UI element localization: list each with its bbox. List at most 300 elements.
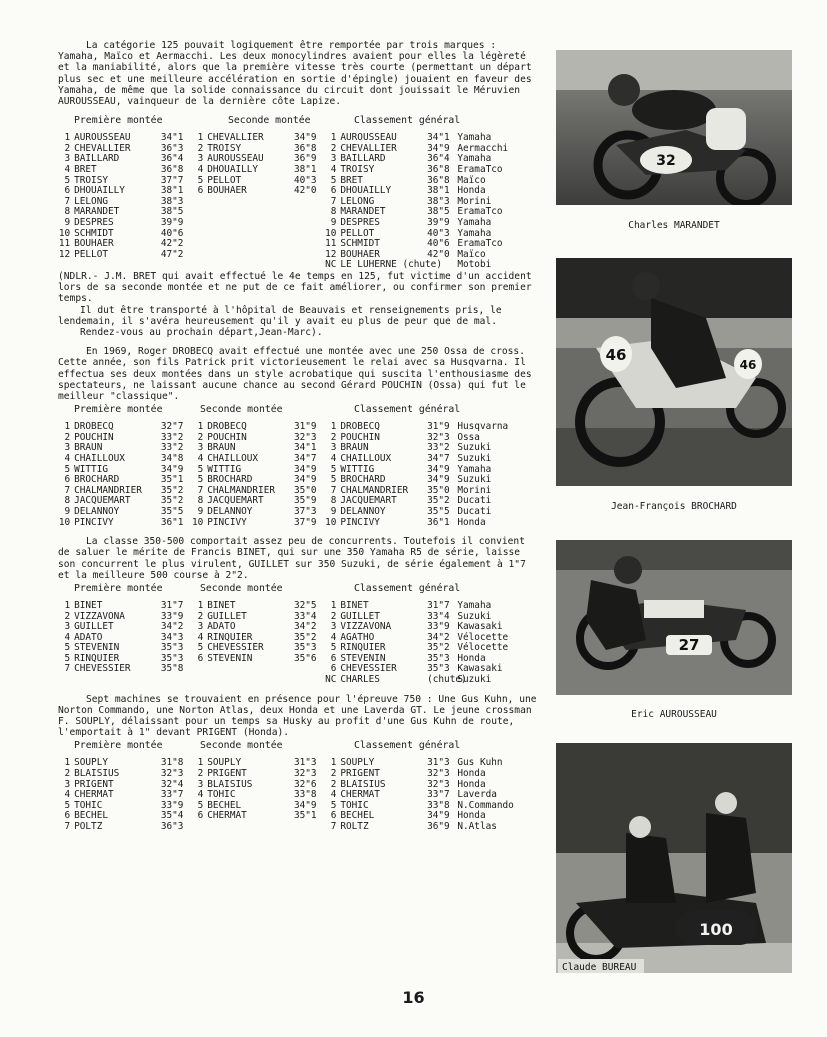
result-cell: 35"1 [294,810,317,822]
result-cell: 1 [330,757,337,769]
result-cell: BAILLARD [340,153,386,165]
result-cell: 6 [197,810,204,822]
result-cell: Yamaha [457,132,492,144]
result-cell: 32"3 [160,768,184,780]
result-cell: 1 [64,132,71,144]
result-cell: WITTIG [207,463,242,475]
result-cell: BINET [74,599,103,611]
result-cell [74,675,161,686]
result-cell: BOUHAER [340,248,380,260]
result-cell: 7 [197,484,204,496]
result-cell: 34"9 [427,474,450,486]
result-cell: POUCHIN [207,431,247,443]
result-cell: 7 [330,195,337,207]
result-cell: 36"1 [427,516,450,528]
result-cell: Maïco [457,174,486,186]
result-cell: 31"9 [294,421,317,433]
result-cell [294,664,324,675]
result-cell: 36"4 [427,153,450,165]
result-cell [191,822,207,833]
result-cell: Morini [457,484,492,496]
result-cell: 35"2 [427,642,450,654]
result-row [58,518,518,529]
result-cell: 35"4 [160,810,184,822]
result-cell: CHEVESSIER [74,663,131,675]
result-cell: 33"8 [294,789,317,801]
result-cell: 34"9 [294,463,317,475]
header-second: Seconde montée [200,740,283,752]
result-cell: 32"5 [294,599,317,611]
note-125b: Il dut être transporté à l'hôpital de Beauvais et renseignements pris, le lendemain, il s'avéra heureusement qu'il y avait eu plus de peur que de mal. [58,304,508,327]
result-cell: 35"3 [160,652,184,664]
result-cell: SOUPLY [340,757,375,769]
result-cell: 6 [330,810,337,822]
header-first: Première montée [74,740,163,752]
helmet-icon [629,816,651,838]
result-cell: 2 [197,610,204,622]
result-cell [161,260,191,271]
result-cell [191,197,207,208]
helmet-icon [715,792,737,814]
result-cell: 2 [330,431,337,443]
result-cell: 5 [197,799,204,811]
result-cell: 36"8 [427,174,450,186]
result-cell [191,207,207,218]
result-cell: 6 [64,474,71,486]
result-cell: BRAUN [74,442,103,454]
result-cell: WITTIG [74,463,108,475]
result-cell [294,239,324,250]
result-cell: 3 [330,153,337,165]
race-plate: 100 [699,920,733,939]
result-cell [294,822,324,833]
result-cell: 12 [325,248,337,260]
result-cell: EramaTco [457,164,503,175]
result-cell: 34"9 [294,799,317,811]
result-row [58,218,518,229]
result-cell: MARANDET [340,206,386,218]
result-cell: 7 [64,663,71,675]
result-cell: STEVENIN [340,652,386,664]
result-cell: SOUPLY [207,757,242,769]
result-cell: 33"7 [427,789,450,801]
result-cell: 37"3 [294,505,317,517]
result-cell: Ossa [457,431,480,443]
result-cell: 4 [197,164,204,175]
result-cell [207,239,294,250]
result-cell: 35"2 [294,631,317,643]
result-cell: 7 [64,821,71,833]
results-table-125 [58,133,518,271]
result-cell: 31"7 [160,599,184,611]
result-cell: Honda [457,810,486,822]
result-cell: 40"6 [160,227,184,239]
result-cell: 33"4 [294,610,317,622]
result-cell: 34"1 [427,132,450,144]
headers-350 [58,583,538,597]
result-cell: 8 [64,206,71,218]
result-cell: LELONG [74,195,108,207]
result-cell [294,218,324,229]
header-general: Classement général [354,115,461,127]
result-cell: 42"0 [427,248,450,260]
result-cell: 8 [64,495,71,507]
result-cell [207,207,294,218]
result-cell [207,229,294,240]
result-cell: 2 [197,142,204,154]
race-plate: 46 [605,346,627,364]
result-cell: PRIGENT [74,778,114,790]
result-cell [191,218,207,229]
result-cell: 38"3 [160,195,184,207]
result-cell: 7 [64,484,71,496]
result-cell: 40"6 [427,238,450,250]
result-cell: 7 [330,484,337,496]
result-cell: 4 [197,452,204,464]
header-general: Classement général [354,582,461,594]
caption-marandet: Charles MARANDET [628,220,720,231]
result-cell: DROBECQ [340,421,380,433]
result-cell: 39"9 [427,216,450,228]
result-cell: 33"4 [427,610,450,622]
result-cell: Honda [457,185,486,197]
result-row [58,260,518,271]
result-cell: TROISY [74,174,108,186]
results-table-350 [58,601,518,686]
result-cell: CHERMAT [207,810,247,822]
result-cell: 36"1 [160,516,184,528]
result-cell: Vélocette [457,631,509,643]
result-cell: 3 [330,442,337,454]
result-cell: N.Atlas [457,821,497,833]
result-cell: 9 [197,505,204,517]
result-cell: DROBECQ [74,421,114,433]
result-cell: Motobi [457,259,492,271]
headers-750 [58,740,538,754]
result-cell: 10 [191,516,204,528]
result-cell: 34"1 [294,442,317,454]
result-cell [191,260,207,271]
result-cell: 35"6 [294,652,317,664]
result-cell: 33"9 [160,799,184,811]
intro-125: La catégorie 125 pouvait logiquement être remportée par trois marques : Yamaha, Maïco et Aermacchi. Les deux monocylindres avaient pour elles la légèreté et la maniabilité, alors que la première vitesse très courte (permettant un départ plus sec et une meilleure accélération en sortie d'épingle) jouaient en faveur des Yamaha, de même que la solide connaissance du circuit dont jouissait le Méruvien AUROUSSEAU, vainqueur de la dernière côte Lapize. [58,40,538,108]
result-cell: 33"9 [160,610,184,622]
result-cell: JACQUEMART [207,495,264,507]
result-cell: 36"8 [427,164,450,175]
result-cell: Ducati [457,495,492,507]
result-cell: Honda [457,768,486,780]
result-cell: 6 [330,185,337,197]
result-cell: Morini [457,195,492,207]
result-cell: BRAUN [207,442,236,454]
result-cell: PRIGENT [207,768,247,780]
result-cell: 31"3 [427,757,450,769]
result-cell: 34"9 [294,474,317,486]
result-cell [294,260,324,271]
result-cell: 9 [64,216,71,228]
result-cell: CHALMANDRIER [74,484,142,496]
result-cell: Suzuki [457,610,492,622]
result-cell: 2 [64,610,71,622]
header-general: Classement général [354,740,461,752]
result-cell: 5 [64,642,71,654]
result-cell: 6 [330,652,337,664]
intro-250: En 1969, Roger DROBECQ avait effectué une montée avec une 250 Ossa de cross. Cette année, son fils Patrick prit victorieusement le relai avec sa Husqvarna. Il effectua ses deux montées dans un style acrobatique qui suscita l'enthousiasme des spectateurs, ne laissant aucune chance au second Gérard POUCHIN (Ossa) qui fut le meilleur "classique". [58,346,538,402]
result-cell: VIZZAVONA [340,621,392,633]
intro-750: Sept machines se trouvaient en présence pour l'épreuve 750 : Une Gus Kuhn, une Norton Commando, une Norton Atlas, deux Honda et une Laverda GT. Le jeune crossman F. SOUPLY, délaissant pour un temps sa Husky au profit d'une Gus Kuhn de route, l'emportait à 1" devant PRIGENT (Honda). [58,693,543,739]
result-cell: PINCIVY [340,516,380,528]
result-cell: 3 [64,621,71,633]
result-cell: 34"2 [294,621,317,633]
result-cell: Suzuki [457,474,492,486]
result-cell: Yamaha [457,463,492,475]
race-plate: 27 [678,636,700,654]
result-cell [294,229,324,240]
result-cell: 6 [197,652,204,664]
result-cell: CHERMAT [340,789,380,801]
result-cell: 37"7 [160,174,184,186]
result-cell [207,822,294,833]
result-cell: 6 [64,185,71,197]
result-cell: 33"7 [160,789,184,801]
result-row [58,454,518,465]
result-cell: 3 [197,442,204,454]
result-cell: 1 [64,757,71,769]
result-cell: 5 [64,463,71,475]
result-cell: POUCHIN [74,431,114,443]
header-second: Seconde montée [200,582,283,594]
result-cell: 40"3 [427,227,450,239]
result-cell: BECHEL [340,810,375,822]
result-cell: 1 [64,421,71,433]
result-cell: 1 [197,599,204,611]
result-cell: GUILLET [207,610,247,622]
result-cell: 35"3 [160,642,184,654]
caption-aurousseau: Eric AUROUSSEAU [631,709,717,720]
result-cell: Yamaha [457,227,492,239]
intro-350: La classe 350-500 comportait assez peu de concurrents. Toutefois il convient de saluer le mérite de Francis BINET, qui sur une 350 Yamaha R5 de série, laisse son concurrent le plus virulent, GUILLET sur 350 Suzuki, de série également à 1"7 et la meilleure 500 course à 2"2. [58,536,532,581]
result-cell: Laverda [457,789,497,801]
result-cell: STEVENIN [74,642,120,654]
result-cell: SCHMIDT [74,227,114,239]
result-cell: 36"3 [160,821,184,833]
result-cell: 37"9 [294,516,317,528]
result-cell: 6 [197,185,204,197]
result-cell: 4 [330,452,337,464]
result-cell: 34"7 [427,452,450,464]
result-cell [58,675,74,686]
result-cell: 2 [330,778,337,790]
article-column [58,40,543,833]
result-cell: 7 [330,821,337,833]
result-cell: PRIGENT [340,768,380,780]
result-cell: 35"3 [427,663,450,675]
result-cell: DELANNOY [340,505,386,517]
result-row [58,822,518,833]
result-cell: 31"9 [427,421,450,433]
result-cell: 2 [64,768,71,780]
result-cell: (chute) [427,674,467,686]
result-cell: N.Commando [457,799,514,811]
result-cell: 5 [64,799,71,811]
result-cell: Maïco [457,248,486,260]
result-cell: 1 [197,757,204,769]
result-cell: BROCHARD [74,474,120,486]
result-cell: BROCHARD [340,474,386,486]
result-cell: 10 [325,516,337,528]
result-row [58,601,518,612]
result-cell [207,218,294,229]
result-cell: 36"8 [294,142,317,154]
result-cell: 1 [330,421,337,433]
result-cell: BRAUN [340,442,369,454]
result-cell: 31"7 [427,599,450,611]
result-cell: 35"5 [160,505,184,517]
result-cell: 35"2 [160,484,184,496]
result-cell: 5 [197,642,204,654]
result-cell: Vélocette [457,642,509,654]
result-cell: BECHEL [74,810,108,822]
result-cell: 5 [330,174,337,186]
result-cell: ADATO [74,631,103,643]
page-number: 16 [402,988,425,1007]
result-cell [191,664,207,675]
headers-125 [58,115,538,129]
result-cell [294,675,324,686]
result-cell: Kawasaki [457,621,503,633]
result-cell: 1 [330,599,337,611]
result-cell: DHOUAILLY [340,185,392,197]
helmet-icon [608,74,640,106]
result-cell: 5 [330,642,337,654]
result-cell: 32"3 [294,431,317,443]
header-first: Première montée [74,582,163,594]
result-cell: 11 [58,238,71,250]
result-cell: JACQUEMART [340,495,397,507]
result-cell: 3 [330,621,337,633]
result-cell: CHERMAT [74,789,114,801]
result-cell: Honda [457,516,486,528]
result-cell: 4 [330,789,337,801]
result-cell: 31"3 [294,757,317,769]
result-cell: TOHIC [207,789,236,801]
result-cell: 33"8 [427,799,450,811]
result-cell: AUROUSSEAU [74,132,131,144]
result-cell: DROBECQ [207,421,247,433]
header-general: Classement général [354,404,461,416]
result-cell: 34"9 [294,132,317,144]
result-cell: EramaTco [457,238,503,250]
result-cell: 9 [330,216,337,228]
result-cell: 32"3 [427,778,450,790]
result-cell: 10 [325,227,337,239]
note-125: (NDLR.- J.M. BRET qui avait effectué le 4e temps en 125, fut victime d'un accident lors de sa seconde montée et ne put de ce fait améliorer, ou confirmer son premier temps. [58,270,538,305]
result-cell: 5 [64,174,71,186]
result-cell: Aermacchi [457,142,509,154]
result-cell: 34"7 [294,452,317,464]
result-cell [191,675,207,686]
result-cell: 36"4 [160,153,184,165]
result-cell [207,250,294,261]
result-cell: TOHIC [340,799,369,811]
result-cell: JACQUEMART [74,495,131,507]
result-cell: TOHIC [74,799,103,811]
result-cell: 35"3 [427,652,450,664]
result-cell: Honda [457,778,486,790]
result-cell: 4 [64,164,71,175]
result-cell: 3 [64,442,71,454]
result-cell: CHAILLOUX [74,452,125,464]
result-cell: 34"2 [160,621,184,633]
result-cell: 2 [64,431,71,443]
result-cell: BROCHARD [207,474,253,486]
result-cell: CHAILLOUX [340,452,392,464]
result-cell: 33"2 [427,442,450,454]
result-cell: CHALMANDRIER [340,484,409,496]
result-cell: 2 [64,142,71,154]
result-cell [207,664,294,675]
helmet-icon [632,272,660,300]
result-cell: 36"9 [427,821,450,833]
result-cell: RINQUIER [207,631,253,643]
result-cell: CHEVESSIER [340,663,397,675]
result-cell: 12 [58,248,71,260]
result-cell: GUILLET [74,621,114,633]
result-cell: 6 [330,663,337,675]
result-cell: LE LUHERNE (chute) [340,259,442,271]
headers-250 [58,404,538,418]
result-cell: NC [325,674,337,686]
result-cell: 34"9 [427,810,450,822]
result-cell: BLAISIUS [74,768,120,780]
result-cell [207,197,294,208]
result-cell: 7 [64,195,71,207]
result-cell [161,675,191,686]
result-cell: BOUHAER [207,185,247,197]
result-cell: CHEVALLIER [340,142,397,154]
result-cell: 10 [58,516,71,528]
result-cell: Suzuki [457,674,492,686]
result-cell: 8 [197,495,204,507]
result-cell: 38"5 [427,206,450,218]
result-cell: EramaTco [457,206,503,218]
header-first: Première montée [74,115,163,127]
result-cell: RINQUIER [74,652,120,664]
result-cell: 38"1 [160,185,184,197]
result-cell: 32"4 [160,778,184,790]
result-cell: 11 [325,238,337,250]
caption-bureau: Claude BUREAU [562,962,637,973]
result-cell: CHEVALLIER [207,132,264,144]
result-cell: 32"3 [427,431,450,443]
result-cell: 2 [197,431,204,443]
photo-brochard [556,258,792,486]
result-cell: 47"2 [160,248,184,260]
result-cell: 4 [64,789,71,801]
result-cell: Kawasaki [457,663,503,675]
result-cell: 35"1 [160,474,184,486]
result-cell: BOUHAER [74,238,114,250]
result-cell: 9 [330,505,337,517]
result-cell: NC [325,259,337,271]
result-cell [294,207,324,218]
result-cell: BECHEL [207,799,242,811]
result-cell: BAILLARD [74,153,120,165]
header-first: Première montée [74,404,163,416]
result-cell: 3 [64,153,71,165]
result-cell: 36"8 [160,164,184,175]
result-row [58,507,518,518]
